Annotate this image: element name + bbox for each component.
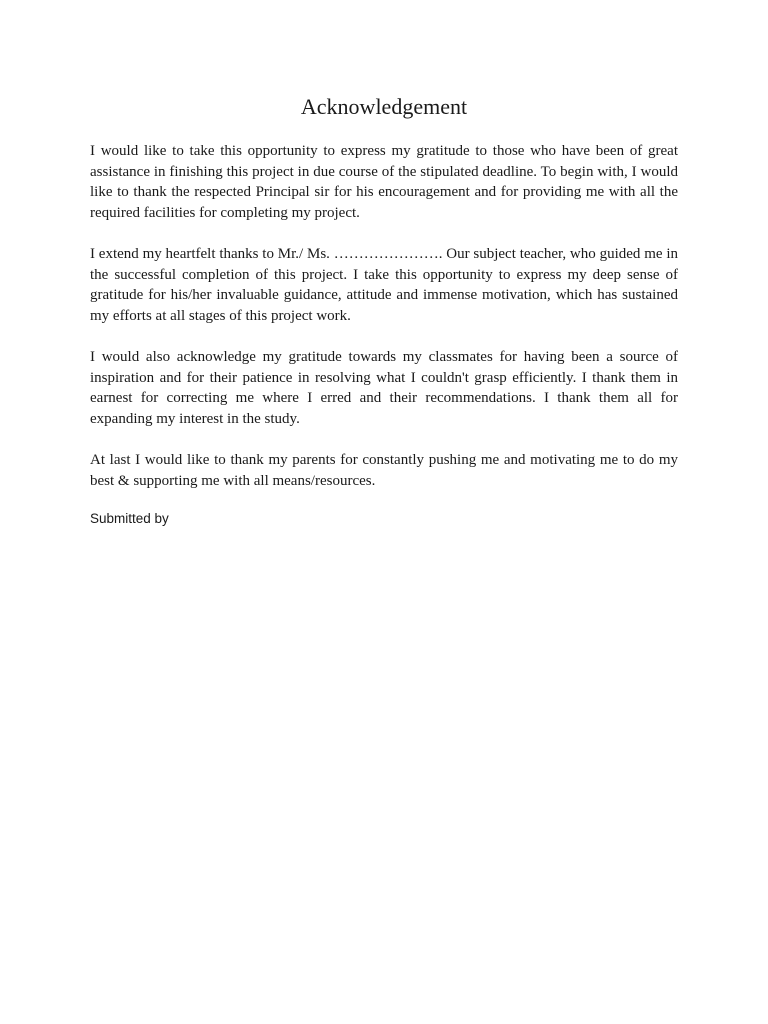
- document-body: [90, 141, 678, 512]
- paragraph-intro: I would like to take this opportunity to express my gratitude to those who have been of great assistance in finishing this project in due course of the stipulated deadline. To begin with, I would like to thank the respected Principal sir for his encouragement and for providing me with all the required facilities for completing my project.: [90, 143, 678, 221]
- paragraph-teacher: I extend my heartfelt thanks to Mr./ Ms. …………………. Our subject teacher, who guided me in the successful completion of this project. I take this opportunity to express my deep sense of gratitude for his/her invaluable guidance, attitude and immense motivation, which has sustained my efforts at all stages of this project work.: [90, 245, 678, 324]
- page-title: Acknowledgement: [300, 94, 468, 119]
- submitted-by-label: Submitted by: [90, 511, 169, 526]
- paragraph-classmates: I would also acknowledge my gratitude towards my classmates for having been a source of inspiration and for their patience in resolving what I couldn't grasp efficiently. I thank them in earnest for correcting me where I erred and their recommendations. I thank them all for expanding my interest in the study.: [90, 348, 678, 427]
- paragraph-parents: At last I would like to thank my parents for constantly pushing me and motivating me to do my best & supporting me with all means/resources.: [90, 451, 678, 489]
